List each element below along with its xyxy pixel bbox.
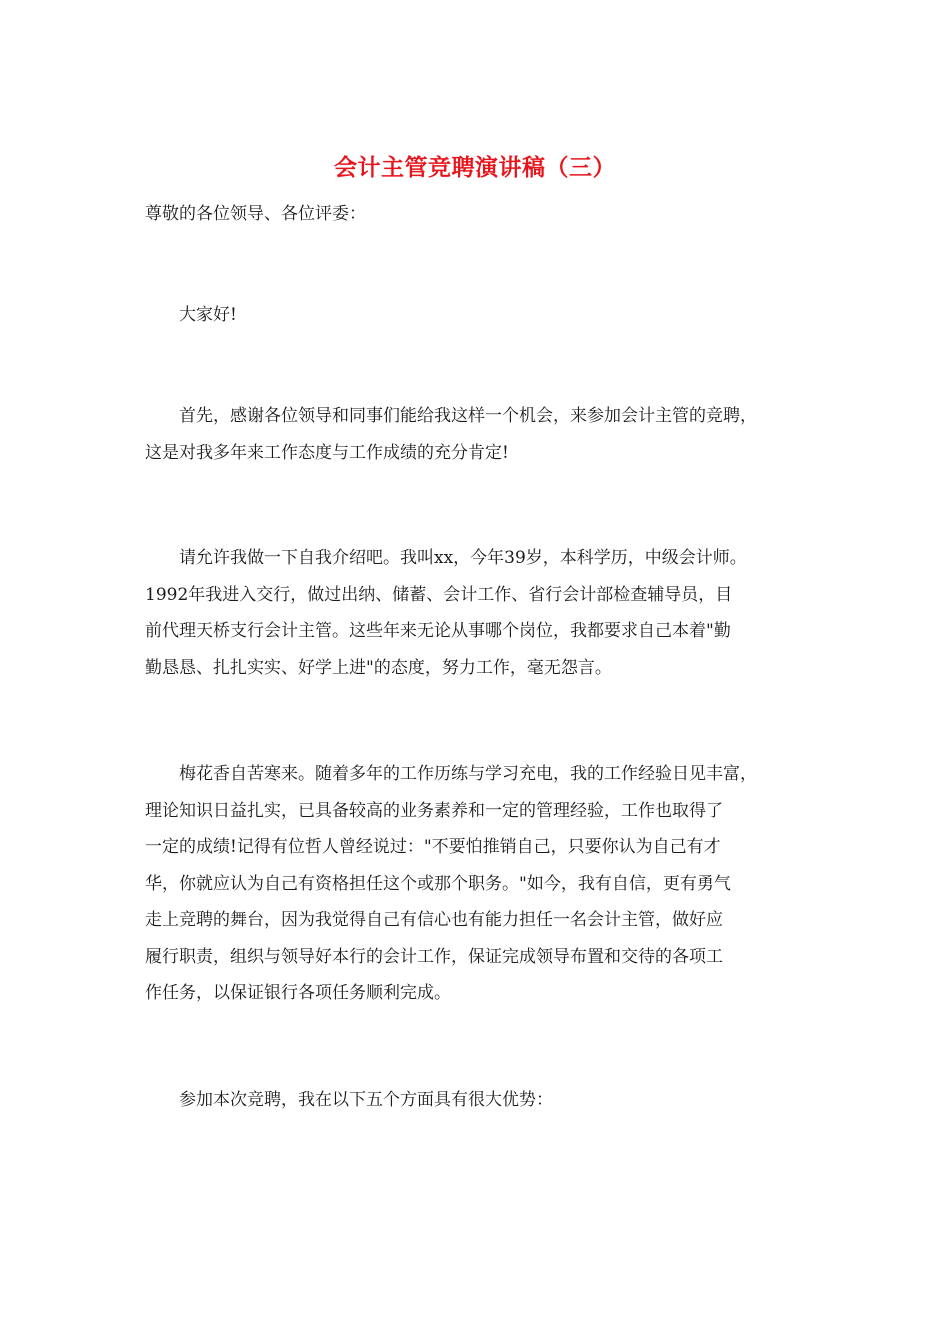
paragraph-1-line-1: 首先，感谢各位领导和同事们能给我这样一个机会，来参加会计主管的竞聘，	[179, 406, 757, 426]
paragraph-3-line-6: 履行职责，组织与领导好本行的会计工作，保证完成领导布置和交待的各项工	[145, 946, 723, 967]
salutation: 尊敬的各位领导、各位评委：	[145, 204, 366, 224]
paragraph-2-line-4: 勤恳恳、扎扎实实、好学上进"的态度，努力工作，毫无怨言。	[145, 657, 612, 678]
document-title: 会计主管竞聘演讲稿（三）	[334, 154, 616, 181]
paragraph-4: 参加本次竞聘，我在以下五个方面具有很大优势：	[179, 1090, 553, 1110]
paragraph-2-line-3: 前代理天桥支行会计主管。这些年来无论从事哪个岗位，我都要求自己本着"勤	[145, 621, 731, 641]
paragraph-1-line-2: 这是对我多年来工作态度与工作成绩的充分肯定!	[145, 442, 509, 463]
greeting: 大家好!	[179, 305, 237, 325]
paragraph-3-line-2: 理论知识日益扎实，已具备较高的业务素养和一定的管理经验，工作也取得了	[145, 800, 723, 821]
paragraph-3-line-7: 作任务，以保证银行各项任务顺利完成。	[145, 983, 451, 1003]
paragraph-2-line-1: 请允许我做一下自我介绍吧。我叫xx，今年39岁，本科学历，中级会计师。	[179, 548, 747, 568]
paragraph-2-line-2: 1992年我进入交行，做过出纳、储蓄、会计工作、省行会计部检查辅导员，目	[145, 584, 733, 605]
paragraph-3	[145, 756, 825, 1012]
paragraph-3-line-3: 一定的成绩!记得有位哲人曾经说过："不要怕推销自己，只要你认为自己有才	[145, 837, 721, 857]
paragraph-3-line-4: 华，你就应认为自己有资格担任这个或那个职务。"如今，我有自信，更有勇气	[145, 873, 731, 894]
paragraph-2	[145, 540, 825, 686]
paragraph-1	[145, 398, 825, 471]
paragraph-3-line-1: 梅花香自苦寒来。随着多年的工作历练与学习充电，我的工作经验日见丰富，	[179, 764, 757, 784]
paragraph-3-line-5: 走上竞聘的舞台，因为我觉得自己有信心也有能力担任一名会计主管，做好应	[145, 910, 723, 930]
